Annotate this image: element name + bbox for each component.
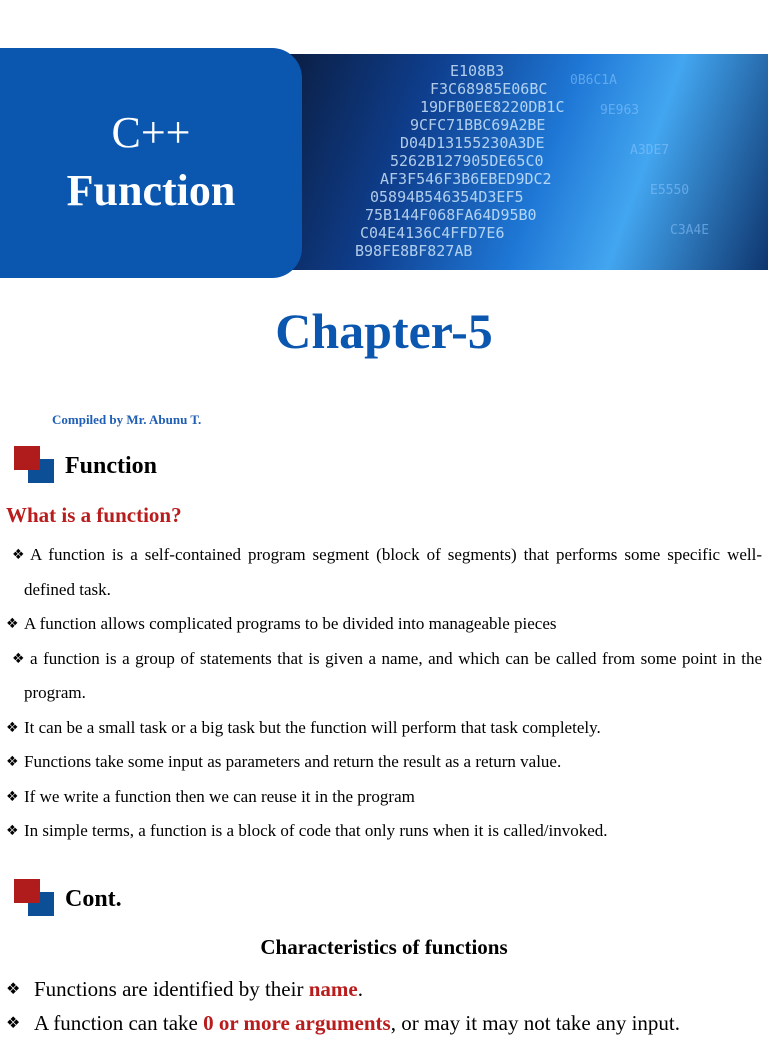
diamond-bullet-icon: ❖: [6, 788, 19, 805]
diamond-bullet-icon: ❖: [6, 1013, 21, 1032]
section-squares-icon: [14, 446, 58, 486]
bullet-list: [6, 538, 762, 849]
diamond-bullet-icon: ❖: [6, 754, 19, 770]
svg-text:9CFC71BBC69A2BE: 9CFC71BBC69A2BE: [410, 116, 546, 134]
subheading: What is a function?: [6, 503, 182, 527]
list-item: [6, 538, 762, 607]
diamond-bullet-icon: ❖: [6, 823, 19, 839]
title-panel: [0, 48, 302, 278]
section-squares-icon: [14, 879, 58, 919]
characteristics-list: [6, 972, 762, 1040]
svg-text:C04E4136C4FFD7E6: C04E4136C4FFD7E6: [360, 224, 505, 242]
svg-text:9E963: 9E963: [600, 103, 640, 118]
svg-text:19DFB0EE8220DB1C: 19DFB0EE8220DB1C: [420, 98, 565, 116]
list-item-text: Functions take some input as parameters and return the result as a return value.: [24, 752, 562, 771]
list-item: [6, 642, 762, 711]
highlight-text: name: [308, 977, 358, 1001]
svg-text:05894B546354D3EF5: 05894B546354D3EF5: [370, 188, 524, 206]
svg-text:E108B3: E108B3: [450, 62, 505, 80]
title-topic: Function: [66, 165, 236, 215]
list-item: [6, 1006, 762, 1040]
svg-text:A3DE7: A3DE7: [630, 143, 670, 158]
list-item-text: a function is a group of statements that is given a name, and which can be called from some point in the program.: [24, 648, 762, 702]
list-item-text: If we write a function then we can reuse it in the program: [24, 786, 415, 806]
code-background-image: [270, 54, 768, 270]
diamond-bullet-icon: ❖: [12, 650, 25, 667]
list-item-text: In simple terms, a function is a block of code that only runs when it is called/invoked.: [24, 821, 608, 840]
svg-text:F3C68985E06BC: F3C68985E06BC: [430, 80, 548, 98]
highlight-text: 0 or more arguments: [203, 1011, 391, 1035]
chapter-heading: Chapter-5: [275, 303, 493, 359]
list-item-text: A function is a self-contained program segment (block of segments) that performs some specific well-defined task.: [24, 545, 762, 599]
diamond-bullet-icon: ❖: [6, 719, 19, 736]
banner: [0, 48, 768, 278]
list-item: [6, 607, 762, 642]
list-item-text: , or may it may not take any input.: [390, 1011, 680, 1035]
svg-text:AF3F546F3B6EBED9DC2: AF3F546F3B6EBED9DC2: [380, 170, 552, 188]
list-item: [6, 745, 762, 780]
author-credit: Compiled by Mr. Abunu T.: [52, 412, 202, 427]
diamond-bullet-icon: ❖: [6, 616, 19, 632]
title-language: C++: [111, 107, 191, 157]
svg-text:B98FE8BF827AB: B98FE8BF827AB: [355, 242, 473, 260]
svg-text:C3A4E: C3A4E: [670, 223, 710, 238]
list-item: [6, 814, 762, 849]
section-header-cont: [14, 879, 122, 919]
list-item: [6, 972, 762, 1006]
list-item-text: .: [357, 977, 363, 1001]
list-item: [6, 780, 762, 815]
svg-text:75B144F068FA64D95B0: 75B144F068FA64D95B0: [365, 206, 537, 224]
subheading-characteristics: Characteristics of functions: [260, 935, 508, 959]
list-item-text: A function can take: [34, 1011, 204, 1035]
list-item: [6, 711, 762, 746]
svg-text:0B6C1A: 0B6C1A: [570, 73, 617, 88]
section-header-function: [14, 446, 157, 486]
svg-text:D04D13155230A3DE: D04D13155230A3DE: [400, 134, 545, 152]
list-item-text: A function allows complicated programs to be divided into manageable pieces: [24, 614, 557, 633]
list-item-text: Functions are identified by their: [34, 977, 309, 1001]
section-title: Function: [65, 452, 158, 479]
list-item-text: It can be a small task or a big task but the function will perform that task completely.: [24, 717, 601, 737]
section-title: Cont.: [65, 885, 122, 912]
diamond-bullet-icon: ❖: [12, 547, 25, 563]
svg-text:5262B127905DE65C0: 5262B127905DE65C0: [390, 152, 544, 170]
svg-text:E5550: E5550: [650, 183, 690, 198]
diamond-bullet-icon: ❖: [6, 979, 21, 998]
